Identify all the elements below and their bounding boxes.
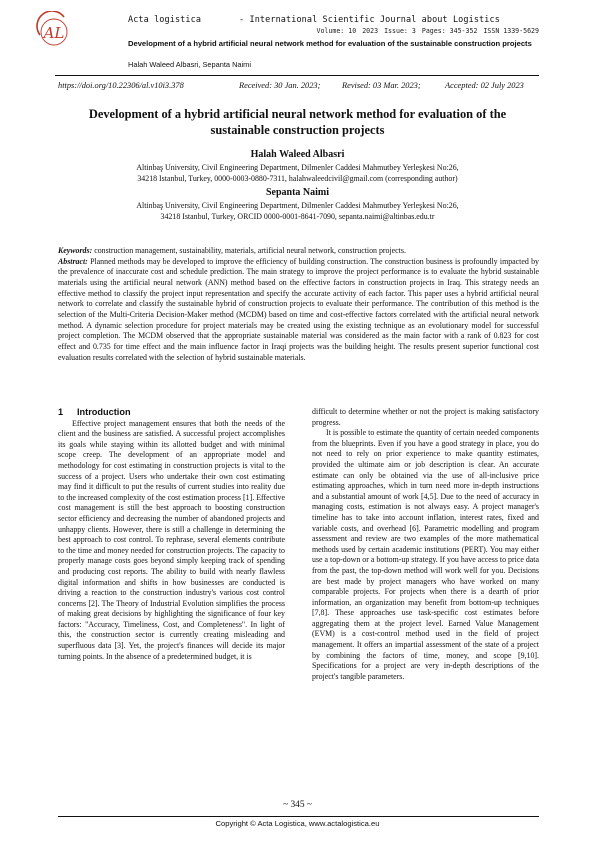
- affiliation-1-line-1: Altinbaş University, Civil Engineering Department, Dilmenler Caddesi Mahmutbey Yerleşkesi No:26,: [136, 163, 459, 172]
- pages: Pages: 345-352: [421, 27, 478, 35]
- body-paragraph: Effective project management ensures that both the needs of the client and the business are satisfied. A successful project accomplishes its goals while staying within its allotted budget and with minimal scope creep. The development of an appropriate model and methodology for cost estimating in construction projects is vital to the success of a project. Users who undertake their own cost estimating may find it difficult to put the results of current studies into reality due to the increased complexity of the cost estimation process [1]. Effective cost management is still the best approach to boosting construction sector efficiency and decreasing the number of abandoned projects and unhappy clients. However, there is still a challenge in determining the best approach to cost control. To rephrase, several elements contribute to the time and money needed for construction projects. The capacity to properly manage costs goes beyond simply keeping track of spending and producing cost reports. The ability to build with nearly flawless digital information and shifts in how businesses are conducted is driving a reaction to the construction industry's various cost control concerns [2]. The Theory of Industrial Evolution simplifies the process of making great decisions by highlighting the significance of four key factors: "Accuracy, Timeliness, Cost, and Completeness". In light of this, the construction sector is currently creating misleading and superfluous data [3]. Yet, the project's finances will decide its major turning points. In the absence of a predetermined budget, it is: [58, 418, 285, 661]
- article-title: Development of a hybrid artificial neural network method for evaluation of the sustainable construction projects: [88, 107, 507, 137]
- body-paragraph: It is possible to estimate the quantity of certain needed components from the blueprints. Even if you have a good strategy in place, you do not need to rely on prior experience to make quantity estimates, provided the ultimate aim or job description is clear. An accurate estimate can only be obtained via the use of all-inclusive price estimating approaches, which in turn need more in-depth instructions and a substantial amount of work [4,5]. Due to the need of accuracy in managing costs, estimation is not always easy. A project manager's timeline has to take into account inflation, interest rates, fixed and variable costs, and overhead [6]. Parametric modelling and program assessment and review are two examples of the more mathematical methods used by certain academic institutions (PERT). You may either use a top-down or a bottom-up strategy. If you have access to price data from the past, the top-down method will work well for you. Decisions are best made by project managers who have worked on many comparable projects. For projects when there is a dearth of prior information, an organization may benefit from bottom-up techniques [7,8]. These approaches use task-specific cost estimates before aggregating them at the project level. Earned Value Management (EVM) is a cost-control method used in the field of project management. It offers an impartial assessment of the state of a project by combining the factors of time, money, and scope [9,10]. Specifications for a project are very in-depth descriptions of the project's tangible parameters.: [312, 428, 539, 681]
- issn: ISSN 1339-5629: [483, 27, 539, 35]
- revised-date: Revised: 03 Mar. 2023;: [342, 81, 421, 90]
- received-date: Received: 30 Jan. 2023;: [239, 81, 321, 90]
- journal-full-name: - International Scientific Journal about Logistics: [239, 15, 500, 25]
- journal-name: Acta logistica: [128, 15, 202, 25]
- section-heading: [58, 407, 285, 418]
- keywords-line: [58, 246, 539, 257]
- volume: Volume: 10: [316, 27, 357, 35]
- running-title: Development of a hybrid artificial neural network method for evaluation of the sustainable construction projects: [128, 39, 532, 48]
- section-number: 1: [58, 407, 64, 417]
- year: 2023: [362, 27, 379, 35]
- abstract-paragraph: [58, 257, 539, 364]
- accepted-date: Accepted: 02 July 2023: [445, 81, 524, 90]
- journal-name-header: [128, 15, 500, 25]
- abstract-label: Abstract:: [58, 256, 88, 266]
- copyright-notice: Copyright © Acta Logistica, www.actalogistica.eu: [215, 819, 380, 828]
- section-title: Introduction: [77, 407, 131, 417]
- journal-logo: [34, 11, 74, 51]
- running-authors: Halah Waleed Albasri, Sepanta Naimi: [128, 60, 251, 69]
- header-divider: [55, 75, 539, 76]
- issue: Issue: 3: [384, 27, 416, 35]
- logo-monogram: AL: [43, 24, 65, 42]
- body-column-right: [312, 407, 539, 682]
- page-number: ~ 345 ~: [283, 800, 312, 810]
- footer-divider: [58, 816, 539, 817]
- affiliation-1-line-2: 34218 Istanbul, Turkey, 0000-0003-0880-7311, halahwaleedcivil@gmail.com (corresponding author): [137, 173, 458, 183]
- keywords-text: construction management, sustainability, materials, artificial neural network, construction projects.: [94, 246, 406, 255]
- body-paragraph: difficult to determine whether or not the project is making satisfactory progress.: [312, 407, 539, 427]
- doi-link[interactable]: https://doi.org/10.22306/al.v10i3.378: [58, 81, 184, 90]
- affiliation-2-line-1: Altinbaş University, Civil Engineering Department, Dilmenler Caddesi Mahmutbey Yerleşkesi No:26,: [136, 201, 459, 210]
- author-affiliation-1: [60, 163, 535, 185]
- abstract-text: Planned methods may be developed to improve the efficiency of building construction. The construction business is profoundly impacted by the prevalence of inaccurate cost and schedule prediction. The main strategy to improve the project performance is to evaluate the hybrid sustainable materials using the artificial neural network (ANN) method based on the effective factors in construction projects in Iraq. This strategy needs an effective method to classify the project input representation and specify the accurate activity of each factor. This paper uses a hybrid artificial neural network to correlate and classify the sustainable hybrid of construction projects to evaluate their performance. The contribution of this method is the selection of the Multi-Criteria Decision-Maker method (MCDM) based on time and cost-effective factors correlated with the artificial neural network method. A dynamic selection procedure for project materials may be created using the existing technique as an evolutionary model for successful project completion. The MCDM observed that the appropriate sustainable material was considered as the main factor with a rank of 0.823 for cost effect and 0.735 for time effect and the main influence factor in Iraqi projects was the building height. The results present superior functional cost evaluation results correlated with the selection of hybrid sustainable materials.: [58, 256, 539, 362]
- author-affiliation-2: [60, 201, 535, 223]
- author-name-1: Halah Waleed Albasri: [250, 149, 345, 160]
- body-column-left: [58, 407, 285, 662]
- abstract-block: [58, 246, 539, 363]
- author-name-2: Sepanta Naimi: [265, 187, 330, 198]
- volume-info: [310, 27, 539, 35]
- affiliation-2-line-2: 34218 Istanbul, Turkey, ORCID 0000-0001-8641-7090, sepanta.naimi@altinbas.edu.tr: [160, 211, 435, 221]
- keywords-label: Keywords:: [58, 246, 93, 255]
